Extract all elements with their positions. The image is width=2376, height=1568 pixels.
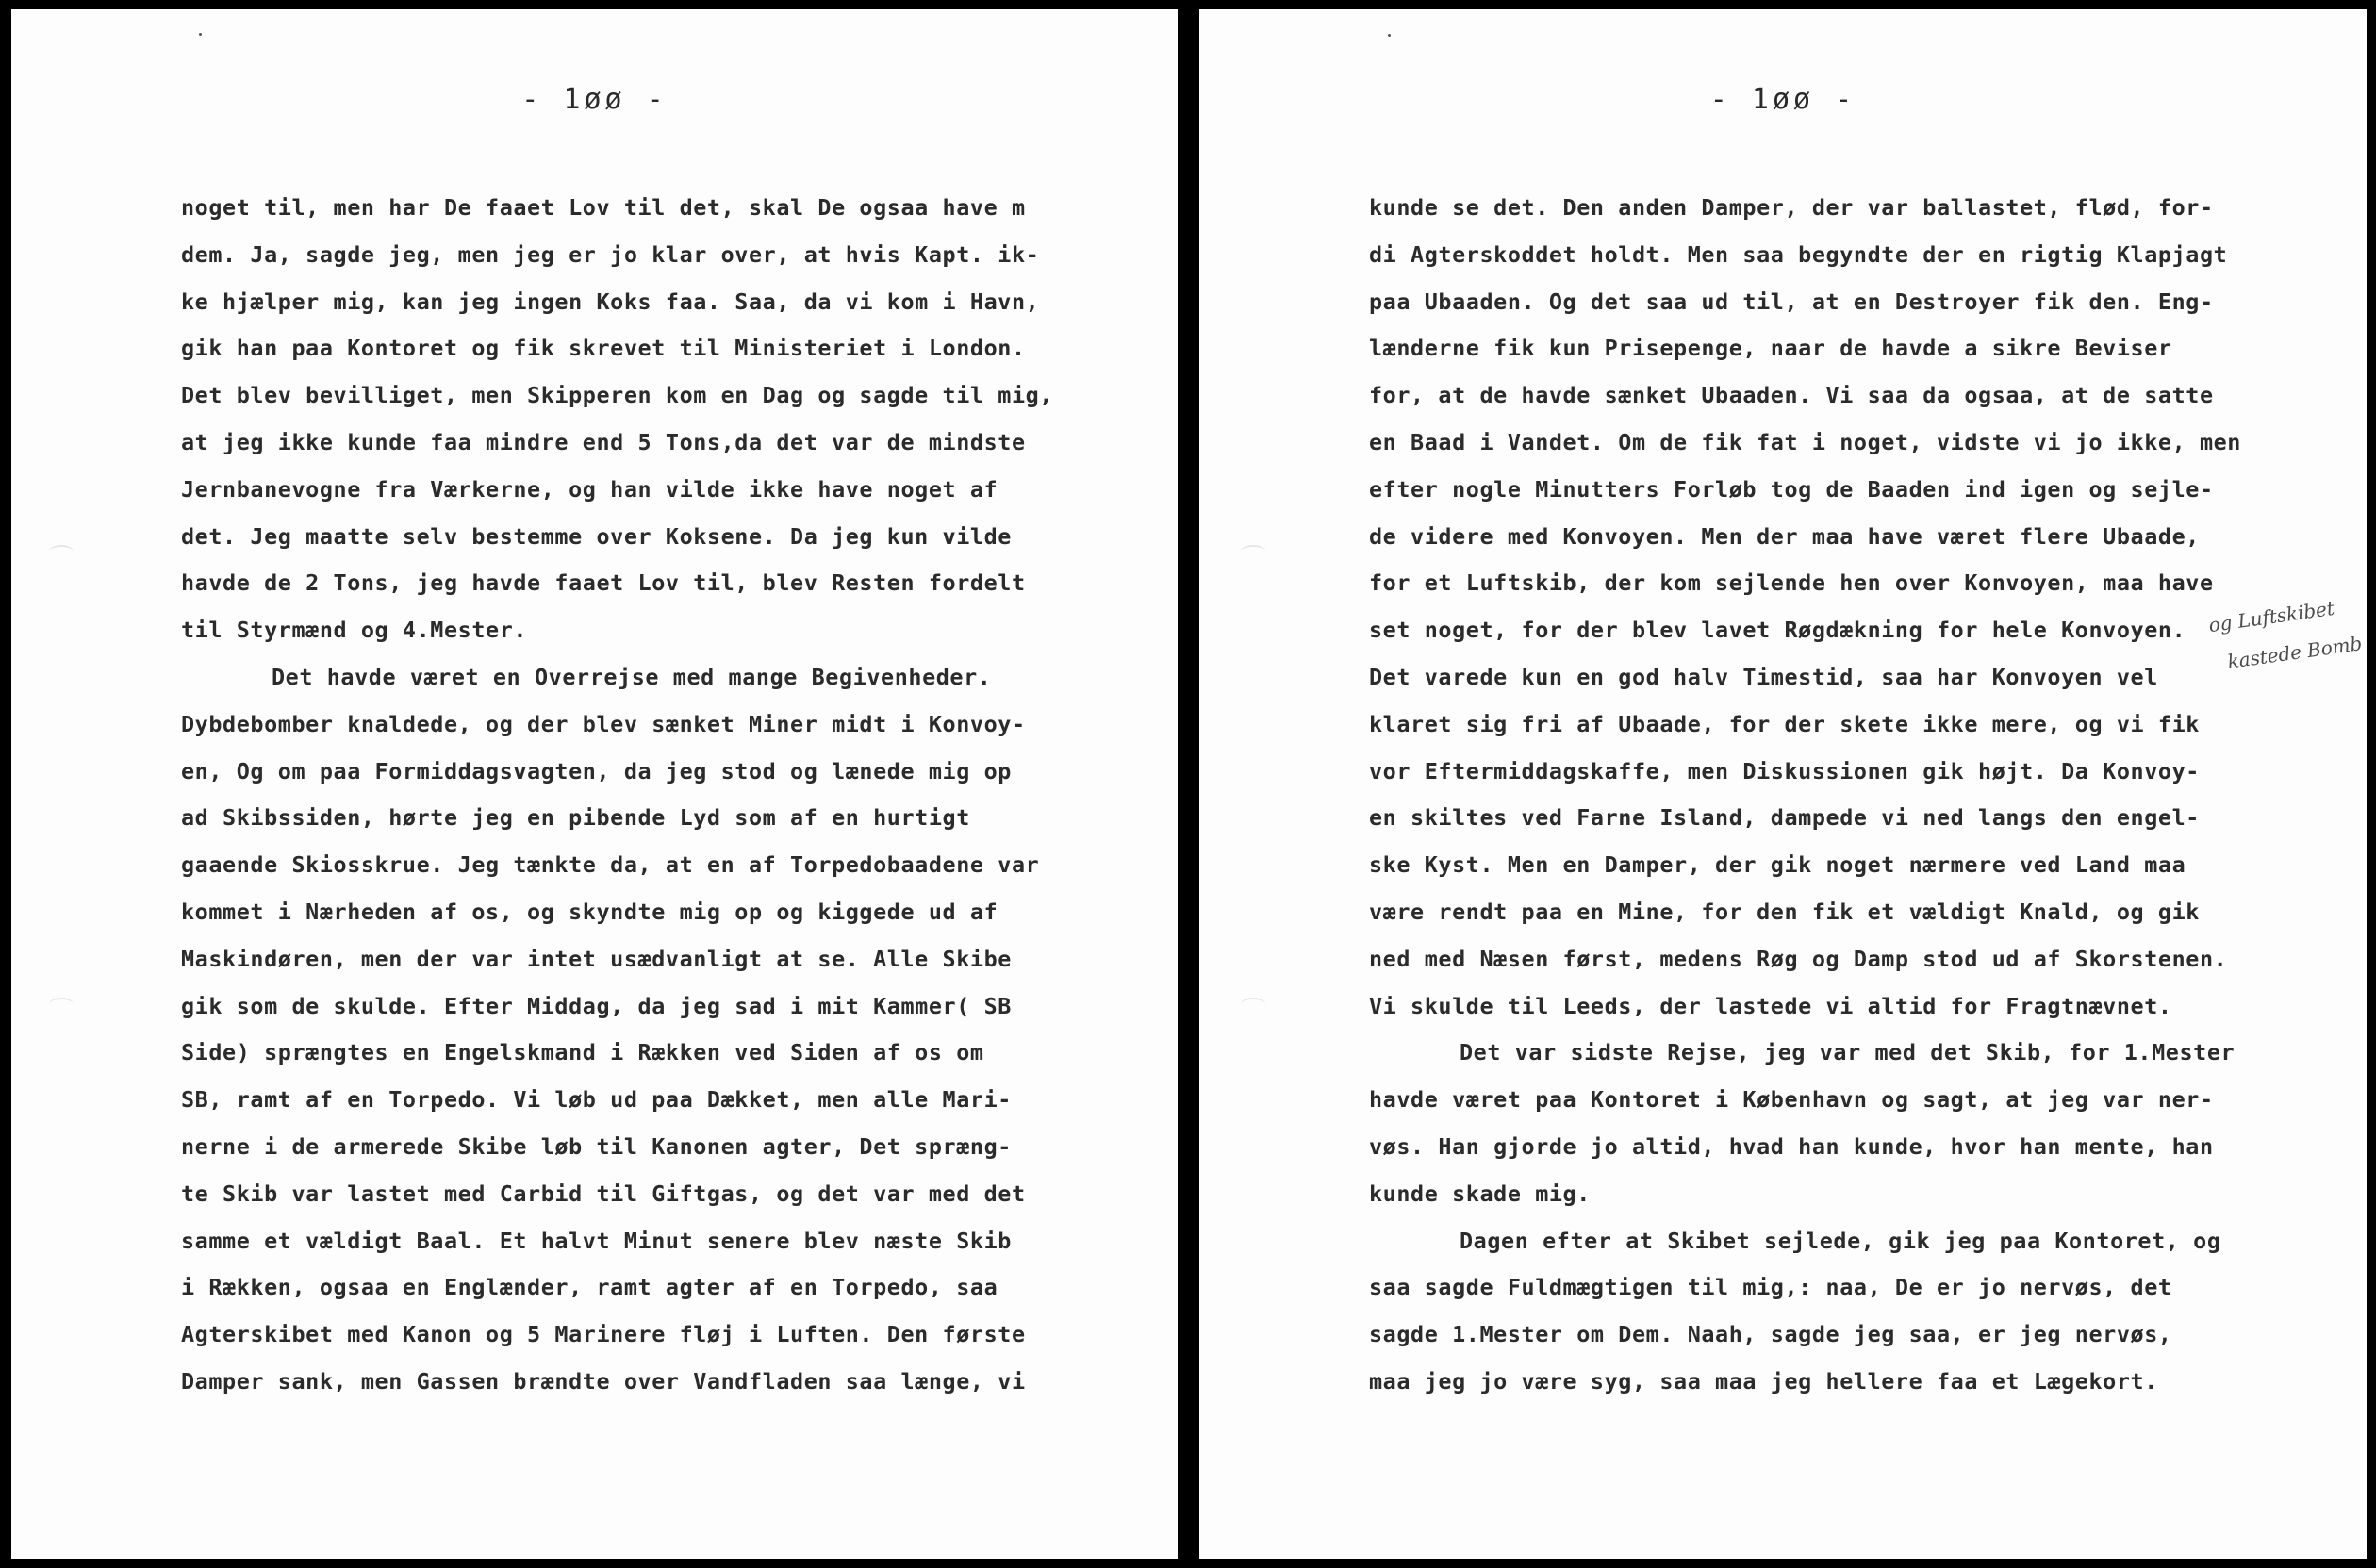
- text-line: efter nogle Minutters Forløb tog de Baaden ind igen og sejle-: [1369, 475, 2214, 503]
- text-line: gik han paa Kontoret og fik skrevet til Ministeriet i London.: [181, 335, 1026, 362]
- text-line: kommet i Nærheden af os, og skyndte mig op og kiggede ud af: [181, 898, 998, 925]
- text-line: samme et vældigt Baal. Et halvt Minut senere blev næste Skib: [181, 1227, 1012, 1254]
- text-line: klaret sig fri af Ubaade, for der skete ikke mere, og vi fik: [1369, 710, 2200, 737]
- text-line: det. Jeg maatte selv bestemme over Koksene. Da jeg kun vilde: [181, 522, 1012, 550]
- text-line: Det varede kun en god halv Timestid, saa har Konvoyen vel: [1369, 663, 2158, 690]
- left-manuscript-page: [11, 9, 1178, 1559]
- typed-text-block: [1369, 185, 2310, 1406]
- punch-hole-mark: [1241, 545, 1265, 558]
- right-manuscript-page: [1199, 9, 2367, 1559]
- handwritten-margin-note-line-1: og Luftskibet: [2206, 596, 2336, 637]
- speck-mark: [199, 33, 202, 36]
- text-line: SB, ramt af en Torpedo. Vi løb ud paa Dækket, men alle Mari-: [181, 1086, 1012, 1114]
- paragraph-start-line: Det var sidste Rejse, jeg var med det Skib, for 1.Mester: [1460, 1039, 2236, 1066]
- text-line: lænderne fik kun Prisepenge, naar de havde a sikre Beviser: [1369, 335, 2172, 362]
- text-line: maa jeg jo være syg, saa maa jeg hellere faa et Lægekort.: [1369, 1367, 2158, 1395]
- text-line: Side) sprængtes en Engelskmand i Rækken ved Siden af os om: [181, 1039, 984, 1066]
- typed-text-block: [181, 185, 1083, 1406]
- page-number: - 1øø -: [1709, 83, 1856, 116]
- text-line: være rendt paa en Mine, for den fik et vældigt Knald, og gik: [1369, 898, 2200, 925]
- text-line: kunde se det. Den anden Damper, der var ballastet, flød, for-: [1369, 194, 2214, 221]
- text-line: Vi skulde til Leeds, der lastede vi altid for Fragtnævnet.: [1369, 992, 2172, 1019]
- text-line: nerne i de armerede Skibe løb til Kanonen agter, Det spræng-: [181, 1132, 1012, 1160]
- text-line: Jernbanevogne fra Værkerne, og han vilde ikke have noget af: [181, 475, 998, 503]
- text-line: en skiltes ved Farne Island, dampede vi ned langs den engel-: [1369, 804, 2200, 832]
- paragraph-start-line: Dagen efter at Skibet sejlede, gik jeg paa Kontoret, og: [1460, 1227, 2221, 1254]
- text-line: paa Ubaaden. Og det saa ud til, at en Destroyer fik den. Eng-: [1369, 288, 2214, 315]
- text-line: en, Og om paa Formiddagsvagten, da jeg stod og lænede mig op: [181, 757, 1012, 784]
- text-line: gik som de skulde. Efter Middag, da jeg sad i mit Kammer( SB: [181, 992, 1012, 1019]
- text-line: ned med Næsen først, medens Røg og Damp stod ud af Skorstenen.: [1369, 945, 2228, 972]
- text-line: te Skib var lastet med Carbid til Giftgas, og det var med det: [181, 1180, 1026, 1207]
- text-line: ad Skibssiden, hørte jeg en pibende Lyd som af en hurtigt: [181, 804, 970, 832]
- text-line: vøs. Han gjorde jo altid, hvad han kunde, hvor han mente, han: [1369, 1132, 2214, 1160]
- text-line: set noget, for der blev lavet Røgdækning for hele Konvoyen.: [1369, 617, 2186, 644]
- text-line: kunde skade mig.: [1369, 1180, 1591, 1207]
- punch-hole-mark: [1241, 998, 1265, 1011]
- text-line: til Styrmænd og 4.Mester.: [181, 617, 528, 644]
- text-line: for et Luftskib, der kom sejlende hen over Konvoyen, maa have: [1369, 569, 2214, 597]
- text-line: vor Eftermiddagskaffe, men Diskussionen gik højt. Da Konvoy-: [1369, 757, 2200, 784]
- handwritten-margin-note-line-2: kastede Bomb: [2226, 632, 2364, 673]
- text-line: dem. Ja, sagde jeg, men jeg er jo klar over, at hvis Kapt. ik-: [181, 240, 1040, 268]
- text-line: di Agterskoddet holdt. Men saa begyndte der en rigtig Klapjagt: [1369, 240, 2228, 268]
- page-number: - 1øø -: [521, 83, 668, 116]
- text-line: de videre med Konvoyen. Men der maa have været flere Ubaade,: [1369, 522, 2200, 550]
- text-line: havde været paa Kontoret i København og sagt, at jeg var ner-: [1369, 1086, 2214, 1114]
- punch-hole-mark: [49, 545, 74, 558]
- paragraph-start-line: Det havde været en Overrejse med mange Begivenheder.: [272, 663, 992, 690]
- text-line: saa sagde Fuldmægtigen til mig,: naa, De er jo nervøs, det: [1369, 1274, 2172, 1301]
- text-line: sagde 1.Mester om Dem. Naah, sagde jeg saa, er jeg nervøs,: [1369, 1321, 2172, 1348]
- speck-mark: [1388, 34, 1391, 37]
- text-line: Damper sank, men Gassen brændte over Vandfladen saa længe, vi: [181, 1367, 1026, 1395]
- text-line: gaaende Skiosskrue. Jeg tænkte da, at en af Torpedobaadene var: [181, 851, 1040, 879]
- text-line: Maskindøren, men der var intet usædvanligt at se. Alle Skibe: [181, 945, 1012, 972]
- text-line: en Baad i Vandet. Om de fik fat i noget, vidste vi jo ikke, men: [1369, 428, 2241, 455]
- text-line: at jeg ikke kunde faa mindre end 5 Tons,da det var de mindste: [181, 428, 1026, 455]
- text-line: ke hjælper mig, kan jeg ingen Koks faa. Saa, da vi kom i Havn,: [181, 288, 1040, 315]
- text-line: Det blev bevilliget, men Skipperen kom en Dag og sagde til mig,: [181, 382, 1053, 409]
- text-line: ske Kyst. Men en Damper, der gik noget nærmere ved Land maa: [1369, 851, 2186, 879]
- text-line: noget til, men har De faaet Lov til det, skal De ogsaa have m: [181, 194, 1026, 221]
- text-line: for, at de havde sænket Ubaaden. Vi saa da ogsaa, at de satte: [1369, 382, 2214, 409]
- text-line: i Rækken, ogsaa en Englænder, ramt agter af en Torpedo, saa: [181, 1274, 998, 1301]
- text-line: havde de 2 Tons, jeg havde faaet Lov til, blev Resten fordelt: [181, 569, 1026, 597]
- punch-hole-mark: [49, 998, 74, 1011]
- text-line: Agterskibet med Kanon og 5 Marinere fløj i Luften. Den første: [181, 1321, 1026, 1348]
- text-line: Dybdebomber knaldede, og der blev sænket Miner midt i Konvoy-: [181, 710, 1026, 737]
